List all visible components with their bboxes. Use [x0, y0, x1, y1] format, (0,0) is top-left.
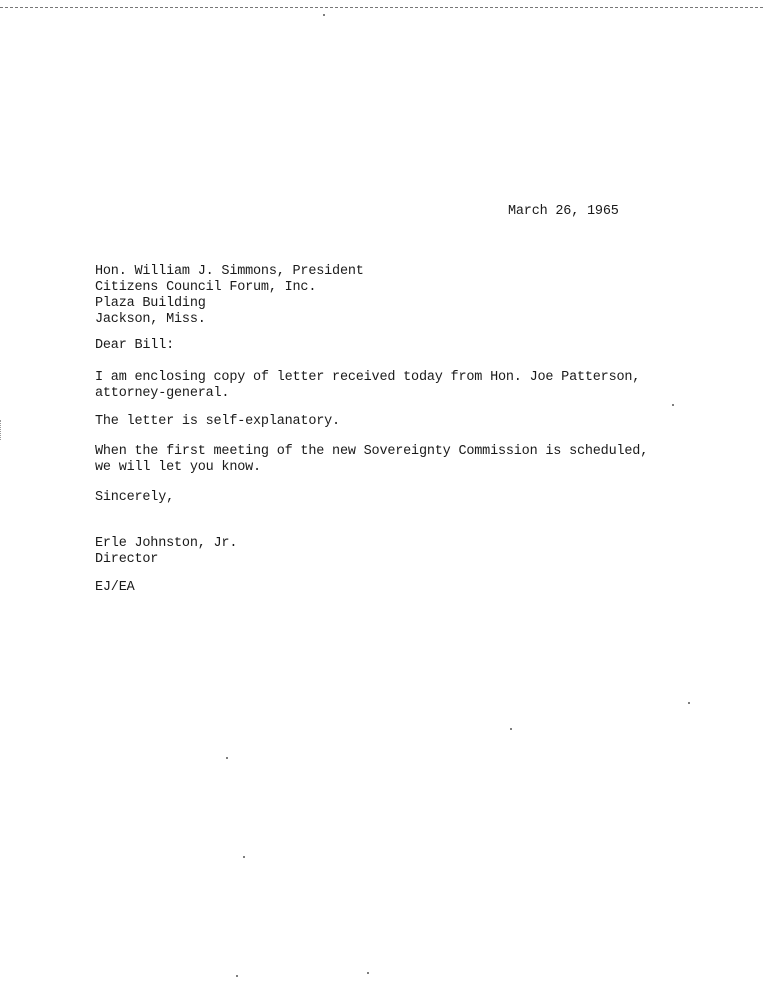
recipient-line-3: Plaza Building — [95, 296, 206, 311]
letter-date: March 26, 1965 — [508, 204, 619, 219]
signer-name: Erle Johnston, Jr. — [95, 536, 238, 551]
paper-speck — [226, 757, 228, 759]
paragraph-3-line-2: we will let you know. — [95, 460, 261, 475]
signer-title: Director — [95, 552, 159, 567]
recipient-line-4: Jackson, Miss. — [95, 312, 206, 327]
paragraph-1-line-2: attorney-general. — [95, 386, 230, 401]
paper-speck — [367, 972, 369, 974]
paragraph-3-line-1: When the first meeting of the new Sovereignty Commission is scheduled, — [95, 444, 649, 459]
paragraph-2: The letter is self-explanatory. — [95, 414, 340, 429]
paper-speck — [323, 14, 325, 16]
margin-marks — [0, 420, 4, 440]
salutation: Dear Bill: — [95, 338, 175, 353]
recipient-line-2: Citizens Council Forum, Inc. — [95, 280, 317, 295]
typist-initials: EJ/EA — [95, 580, 135, 595]
paper-speck — [510, 728, 512, 730]
page-top-edge — [0, 0, 763, 8]
paper-speck — [688, 702, 690, 704]
paper-speck — [672, 404, 674, 406]
paper-speck — [243, 856, 245, 858]
recipient-line-1: Hon. William J. Simmons, President — [95, 264, 364, 279]
closing: Sincerely, — [95, 490, 175, 505]
paragraph-1-line-1: I am enclosing copy of letter received today from Hon. Joe Patterson, — [95, 370, 641, 385]
paper-speck — [236, 975, 238, 977]
